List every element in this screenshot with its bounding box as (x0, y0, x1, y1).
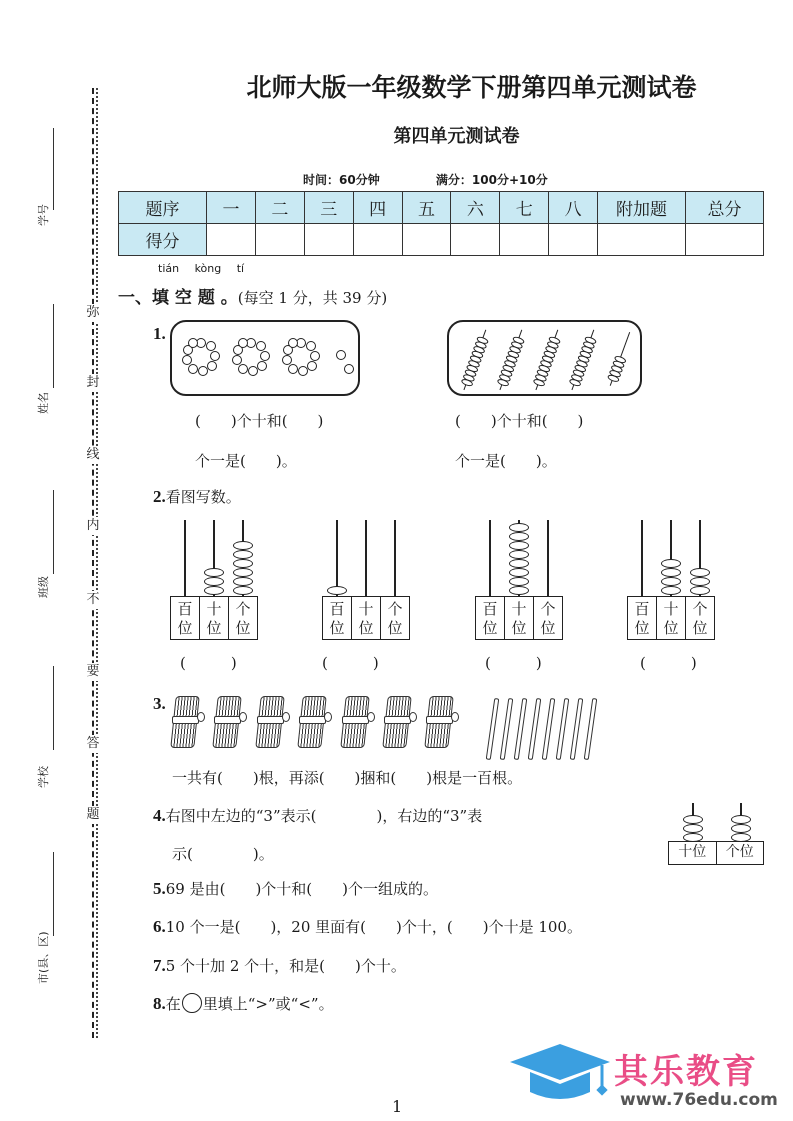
seal-char: 要 (82, 663, 104, 681)
score-table-score-row (119, 224, 764, 256)
district-label: 市(县、区) (37, 931, 50, 984)
q1-right-line2: 个一是( )。 (455, 452, 557, 470)
header-cell: 总分 (686, 192, 764, 224)
header-cell: 附加题 (598, 192, 686, 224)
q8: 8.在 里填上“>”或“<”。 (153, 994, 334, 1013)
q1-right-line1: ( )个十和( ) (455, 412, 584, 430)
header-cell: 三 (304, 192, 353, 224)
q3-text: 一共有( )根，再添( )捆和( )根是一百根。 (172, 769, 523, 787)
class-label: 班级 (37, 576, 50, 598)
ones-label: 个位 (725, 844, 754, 860)
tens-label: 十位 (669, 842, 717, 864)
watermark-logo (510, 1040, 793, 1120)
section-note: (每空 1 分，共 39 分) (237, 289, 388, 307)
seal-char: 题 (82, 806, 104, 824)
q2-answer-blank-1[interactable]: ( ) (180, 654, 237, 672)
single-bead-icon (344, 364, 354, 374)
q2-answer-blank-2[interactable]: ( ) (322, 654, 379, 672)
q3-number: 3. (153, 694, 166, 713)
score-cell[interactable] (255, 224, 304, 256)
q1-left-line2: 个一是( )。 (195, 452, 297, 470)
score-cell[interactable] (500, 224, 549, 256)
score-cell[interactable] (402, 224, 451, 256)
page-title: 北师大版一年级数学下册第四单元测试卷 (246, 73, 697, 102)
watermark-url: www.76edu.com (620, 1090, 778, 1110)
section-pinyin: tián kòng tí (158, 262, 245, 275)
seal-char: 线 (82, 446, 104, 464)
class-line[interactable] (53, 490, 54, 574)
full-score: 满分：100分+10分 (435, 173, 548, 187)
q2-answer-blank-4[interactable]: ( ) (640, 654, 697, 672)
score-cell[interactable] (304, 224, 353, 256)
score-cell[interactable] (207, 224, 256, 256)
header-cell: 一 (207, 192, 256, 224)
score-cell[interactable] (353, 224, 402, 256)
header-cell: 题序 (119, 192, 207, 224)
stick-bundle-icon (343, 696, 369, 750)
score-table-header-row (119, 192, 764, 224)
ones-label: 个 位 (235, 600, 251, 637)
header-cell: 七 (500, 192, 549, 224)
single-bead-icon (336, 350, 346, 360)
stick-icon (486, 698, 500, 760)
bead-string-icon (533, 335, 561, 386)
header-cell: 八 (549, 192, 598, 224)
seal-char: 内 (82, 517, 104, 535)
section-title: 一、填 空 题 。 (118, 288, 238, 308)
q2-answer-blank-3[interactable]: ( ) (485, 654, 542, 672)
name-label: 姓名 (37, 392, 50, 414)
q4-line1: 4.右图中左边的“3”表示( )，右边的“3”表 (153, 806, 483, 825)
student-id-label: 学号 (37, 204, 50, 226)
exam-meta (303, 171, 600, 188)
score-row-label: 得分 (119, 224, 207, 256)
header-cell: 四 (353, 192, 402, 224)
stick-icon (584, 698, 598, 760)
q1-number: 1. (153, 324, 166, 343)
binding-dashed-line (92, 88, 94, 1038)
score-cell[interactable] (451, 224, 500, 256)
graduation-cap-icon (510, 1040, 610, 1110)
school-label: 学校 (37, 766, 50, 788)
stick-bundle-icon (300, 696, 326, 750)
header-cell: 五 (402, 192, 451, 224)
seal-char: 封 (82, 374, 104, 392)
name-line[interactable] (53, 304, 54, 388)
stick-bundle-icon (173, 696, 199, 750)
q6: 6.10 个一是( )，20 里面有( )个十，( )个十是 100。 (153, 917, 582, 936)
circle-icon (182, 993, 202, 1013)
stick-icon (542, 698, 556, 760)
bead-ring-icon (282, 338, 320, 376)
seal-char: 不 (82, 591, 104, 609)
tens-label: 十 位 (200, 597, 229, 639)
district-line[interactable] (53, 852, 54, 936)
watermark-brand: 其乐教育 (614, 1052, 758, 1092)
stick-bundle-icon (258, 696, 284, 750)
q4-line2: 示( )。 (172, 845, 274, 863)
q4-abacus (668, 803, 764, 865)
section-heading (118, 283, 387, 308)
score-cell[interactable] (686, 224, 764, 256)
q5: 5.69 是由( )个十和( )个一组成的。 (153, 879, 439, 898)
school-line[interactable] (53, 666, 54, 750)
stick-bundle-icon (427, 696, 453, 750)
q1-beads-picture (170, 320, 360, 396)
binding-dotted-line (96, 88, 98, 1038)
bead-string-partial-icon (607, 355, 627, 383)
page-number: 1 (392, 1097, 403, 1116)
q2-prompt: 2.看图写数。 (153, 487, 241, 506)
score-table (118, 191, 764, 256)
bead-ring-icon (232, 338, 270, 376)
abacus-4: 百 位 十 位 个 位 (627, 520, 715, 640)
time-limit: 时间：60分钟 (303, 173, 380, 187)
abacus-2: 百 位 十 位 个 位 (322, 520, 410, 640)
header-cell: 六 (451, 192, 500, 224)
stick-bundle-icon (385, 696, 411, 750)
seal-char: 答 (82, 735, 104, 753)
stick-icon (556, 698, 570, 760)
stick-icon (514, 698, 528, 760)
bead-string-icon (497, 335, 525, 386)
stick-icon (500, 698, 514, 760)
seal-char: 弥 (82, 304, 104, 322)
q1-left-line1: ( )个十和( ) (195, 412, 324, 430)
score-cell[interactable] (549, 224, 598, 256)
stick-bundle-icon (215, 696, 241, 750)
header-cell: 二 (255, 192, 304, 224)
bead-ring-icon (182, 338, 220, 376)
q7: 7.5 个十加 2 个十，和是( )个十。 (153, 956, 406, 975)
bead-string-icon (461, 335, 489, 386)
abacus-1 (170, 520, 258, 640)
stick-icon (528, 698, 542, 760)
page-subtitle: 第四单元测试卷 (393, 126, 520, 147)
bead-string-icon (569, 335, 597, 386)
stick-icon (570, 698, 584, 760)
q1-bead-strings-picture (447, 320, 642, 396)
abacus-3: 百 位 十 位 个 位 (475, 520, 563, 640)
hundreds-label: 百 位 (171, 597, 200, 639)
score-cell[interactable] (598, 224, 686, 256)
